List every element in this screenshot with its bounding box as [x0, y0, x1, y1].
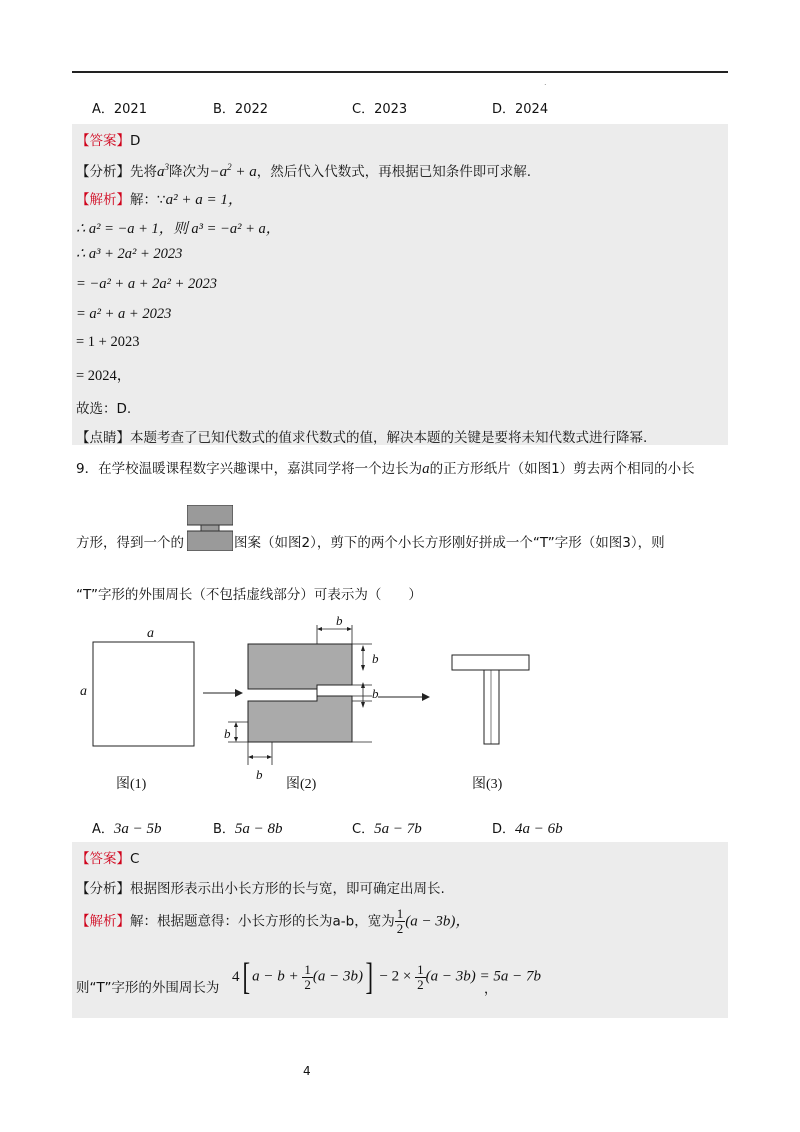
fig3-t-stem — [484, 670, 499, 744]
q8-analysis-math2: $-a^2 + a$ — [209, 162, 257, 180]
page-number: 4 — [303, 1064, 311, 1078]
q8-analysis-mid: 降次为 — [169, 164, 210, 180]
q8-analysis — [76, 160, 531, 181]
q9-perimeter-formula: 4[ a − b + $\frac{1}{2}$ (a − 3b)] − 2 × $\frac{1}{2}$ (a − 3b) = 5a − 7b — [232, 956, 541, 998]
q9-answer — [76, 847, 139, 867]
q9-option-c — [352, 818, 422, 838]
q9-solution-tail: (a − 3b)， — [405, 913, 471, 930]
s-shape-icon — [187, 505, 233, 551]
q8-comment — [76, 426, 647, 446]
fig1-label-top: a — [147, 626, 154, 641]
fig2-shape — [248, 644, 352, 742]
q9-line2-rest: 图案（如图2），剪下的两个小长方形刚好拼成一个“T”字形（如图3），则 — [234, 535, 665, 551]
q9-option-c-value: 5a − 7b — [374, 821, 422, 837]
q9-option-a-value: 3a − 5b — [113, 821, 162, 837]
q9-answer-value: C — [130, 851, 140, 867]
fig2-label-left: b — [224, 726, 231, 741]
fig2-label-right1: b — [372, 651, 379, 666]
fig2-caption: 图(2) — [286, 777, 317, 792]
q8-step-6: = 2024， — [76, 368, 132, 384]
fig2-label-top: b — [336, 613, 343, 628]
q9-option-b-label: B． — [213, 822, 235, 837]
q8-option-d: D．2024 — [492, 102, 549, 117]
q8-solution-start — [76, 188, 243, 209]
fig3-caption: 图(3) — [472, 777, 503, 792]
q9-line1-post: 的正方形纸片（如图1）剪去两个相同的小长 — [429, 461, 695, 477]
q9-solution-tag: 【解析】 — [76, 913, 130, 930]
q8-step-5: = 1 + 2023 — [76, 334, 140, 350]
q9-option-d — [492, 818, 563, 838]
q8-solution-pre: 解：∵ — [130, 192, 166, 208]
q8-solution-given: a² + a = 1， — [165, 192, 243, 208]
q9-answer-tag: 【答案】 — [76, 851, 130, 867]
q8-step-3: = −a² + a + 2a² + 2023 — [76, 276, 217, 292]
q9-line-2 — [76, 531, 184, 551]
q9-perimeter-label: 则“T”字形的外围周长为 — [76, 980, 220, 996]
header-dot: . — [544, 78, 547, 87]
q8-answer — [76, 129, 140, 149]
q9-analysis-text: 根据图形表示出小长方形的长与宽，即可确定出周长. — [130, 881, 445, 897]
q9-perimeter-result: = 5a − 7b — [479, 968, 541, 985]
q9-option-d-value: 4a − 6b — [515, 821, 563, 837]
q9-line-3: “T”字形的外围周长（不包括虚线部分）可表示为（ ） — [76, 587, 422, 603]
q8-analysis-tag: 【分析】 — [76, 164, 130, 180]
fig3-t-top — [452, 655, 529, 670]
q8-answer-value: D — [130, 133, 141, 149]
q9-option-a — [92, 818, 162, 838]
q9-option-b — [213, 818, 283, 838]
fig2-label-bottom: b — [256, 767, 263, 782]
fig1-label-left: a — [80, 684, 87, 699]
q8-option-c: C．2023 — [352, 102, 408, 117]
q9-analysis-tag: 【分析】 — [76, 881, 130, 897]
q8-solution-tag: 【解析】 — [76, 192, 130, 208]
q8-step-2: ∴ a³ + 2a² + 2023 — [76, 246, 183, 262]
q8-answer-tag: 【答案】 — [76, 133, 130, 149]
header-rule — [72, 71, 728, 73]
q9-half-fraction: $\frac{1}{2}$ — [396, 906, 404, 936]
q9-solution — [76, 907, 470, 936]
q8-comment-text: 本题考查了已知代数式的值求代数式的值，解决本题的关键是要将未知代数式进行降幂. — [130, 430, 648, 446]
fig1-caption: 图(1) — [116, 777, 147, 792]
q8-step-4: = a² + a + 2023 — [76, 306, 172, 322]
fig2-label-right2: b — [372, 686, 379, 701]
q9-perimeter-comma: ， — [484, 982, 498, 997]
q8-conclusion: 故选：D. — [76, 401, 132, 417]
q9-line1-pre: 9．在学校温暖课程数字兴趣课中，嘉淇同学将一个边长为 — [76, 461, 423, 477]
q9-analysis — [76, 877, 445, 897]
q9-option-c-label: C． — [352, 822, 375, 837]
fig1-square — [93, 642, 194, 746]
q9-line-1 — [76, 457, 695, 478]
q8-analysis-pre: 先将 — [130, 164, 157, 180]
q8-option-a: A．2021 — [92, 102, 147, 117]
q8-analysis-math1: $a^3$ — [157, 162, 169, 180]
q9-line2-pre: 方形，得到一个的 — [76, 535, 184, 551]
q9-option-d-label: D． — [492, 822, 516, 837]
q9-option-a-label: A． — [92, 822, 114, 837]
q8-comment-tag: 【点睛】 — [76, 430, 130, 446]
q9-solution-pre: 解：根据题意得：小长方形的长为a-b，宽为 — [130, 913, 395, 930]
q8-step-1: ∴ a² = −a + 1，则 a³ = −a² + a， — [76, 221, 281, 237]
q9-line1-var: a — [422, 461, 430, 477]
q8-analysis-post: ，然后代入代数式，再根据已知条件即可求解. — [256, 164, 532, 180]
q9-option-b-value: 5a − 8b — [234, 821, 283, 837]
q8-option-b: B．2022 — [213, 102, 269, 117]
